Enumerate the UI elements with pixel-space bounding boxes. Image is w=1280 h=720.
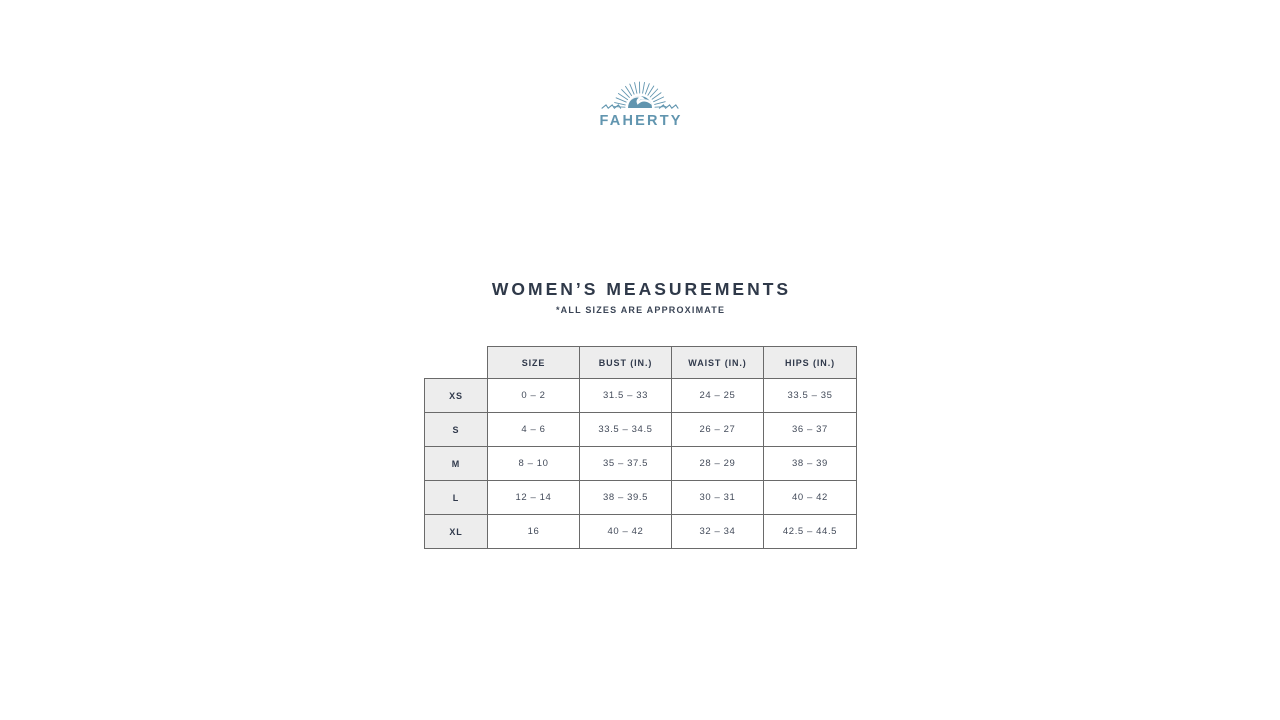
table-row [425, 447, 857, 481]
cell-xs-size: 0 – 2 [488, 379, 580, 413]
cell-s-waist: 26 – 27 [672, 413, 764, 447]
cell-l-size: 12 – 14 [488, 481, 580, 515]
cell-xl-bust: 40 – 42 [580, 515, 672, 549]
cell-xl-hips: 42.5 – 44.5 [764, 515, 857, 549]
size-label-l: L [425, 481, 488, 515]
corner-cell [425, 347, 488, 379]
column-header-hips: HIPS (IN.) [764, 347, 857, 379]
cell-xs-bust: 31.5 – 33 [580, 379, 672, 413]
page-subtitle: *ALL SIZES ARE APPROXIMATE [555, 305, 726, 315]
page-title: WOMEN’S MEASUREMENTS [491, 279, 792, 299]
table-row [425, 379, 857, 413]
table-row [425, 481, 857, 515]
cell-s-bust: 33.5 – 34.5 [580, 413, 672, 447]
size-label-m: M [425, 447, 488, 481]
cell-xs-hips: 33.5 – 35 [764, 379, 857, 413]
cell-l-hips: 40 – 42 [764, 481, 857, 515]
table-header-row [425, 347, 857, 379]
cell-m-hips: 38 – 39 [764, 447, 857, 481]
brand-wordmark: FAHERTY [599, 113, 683, 129]
size-label-s: S [425, 413, 488, 447]
table-row [425, 515, 857, 549]
cell-m-bust: 35 – 37.5 [580, 447, 672, 481]
cell-l-waist: 30 – 31 [672, 481, 764, 515]
sunburst-over-wave-icon [600, 76, 680, 112]
cell-m-size: 8 – 10 [488, 447, 580, 481]
table-row [425, 413, 857, 447]
size-label-xs: XS [425, 379, 488, 413]
cell-m-waist: 28 – 29 [672, 447, 764, 481]
cell-xs-waist: 24 – 25 [672, 379, 764, 413]
cell-s-size: 4 – 6 [488, 413, 580, 447]
column-header-waist: WAIST (IN.) [672, 347, 764, 379]
cell-xl-waist: 32 – 34 [672, 515, 764, 549]
cell-xl-size: 16 [488, 515, 580, 549]
cell-l-bust: 38 – 39.5 [580, 481, 672, 515]
cell-s-hips: 36 – 37 [764, 413, 857, 447]
measurements-table [424, 346, 857, 549]
column-header-bust: BUST (IN.) [580, 347, 672, 379]
column-header-size: SIZE [488, 347, 580, 379]
faherty-logo [0, 76, 1280, 129]
size-label-xl: XL [425, 515, 488, 549]
